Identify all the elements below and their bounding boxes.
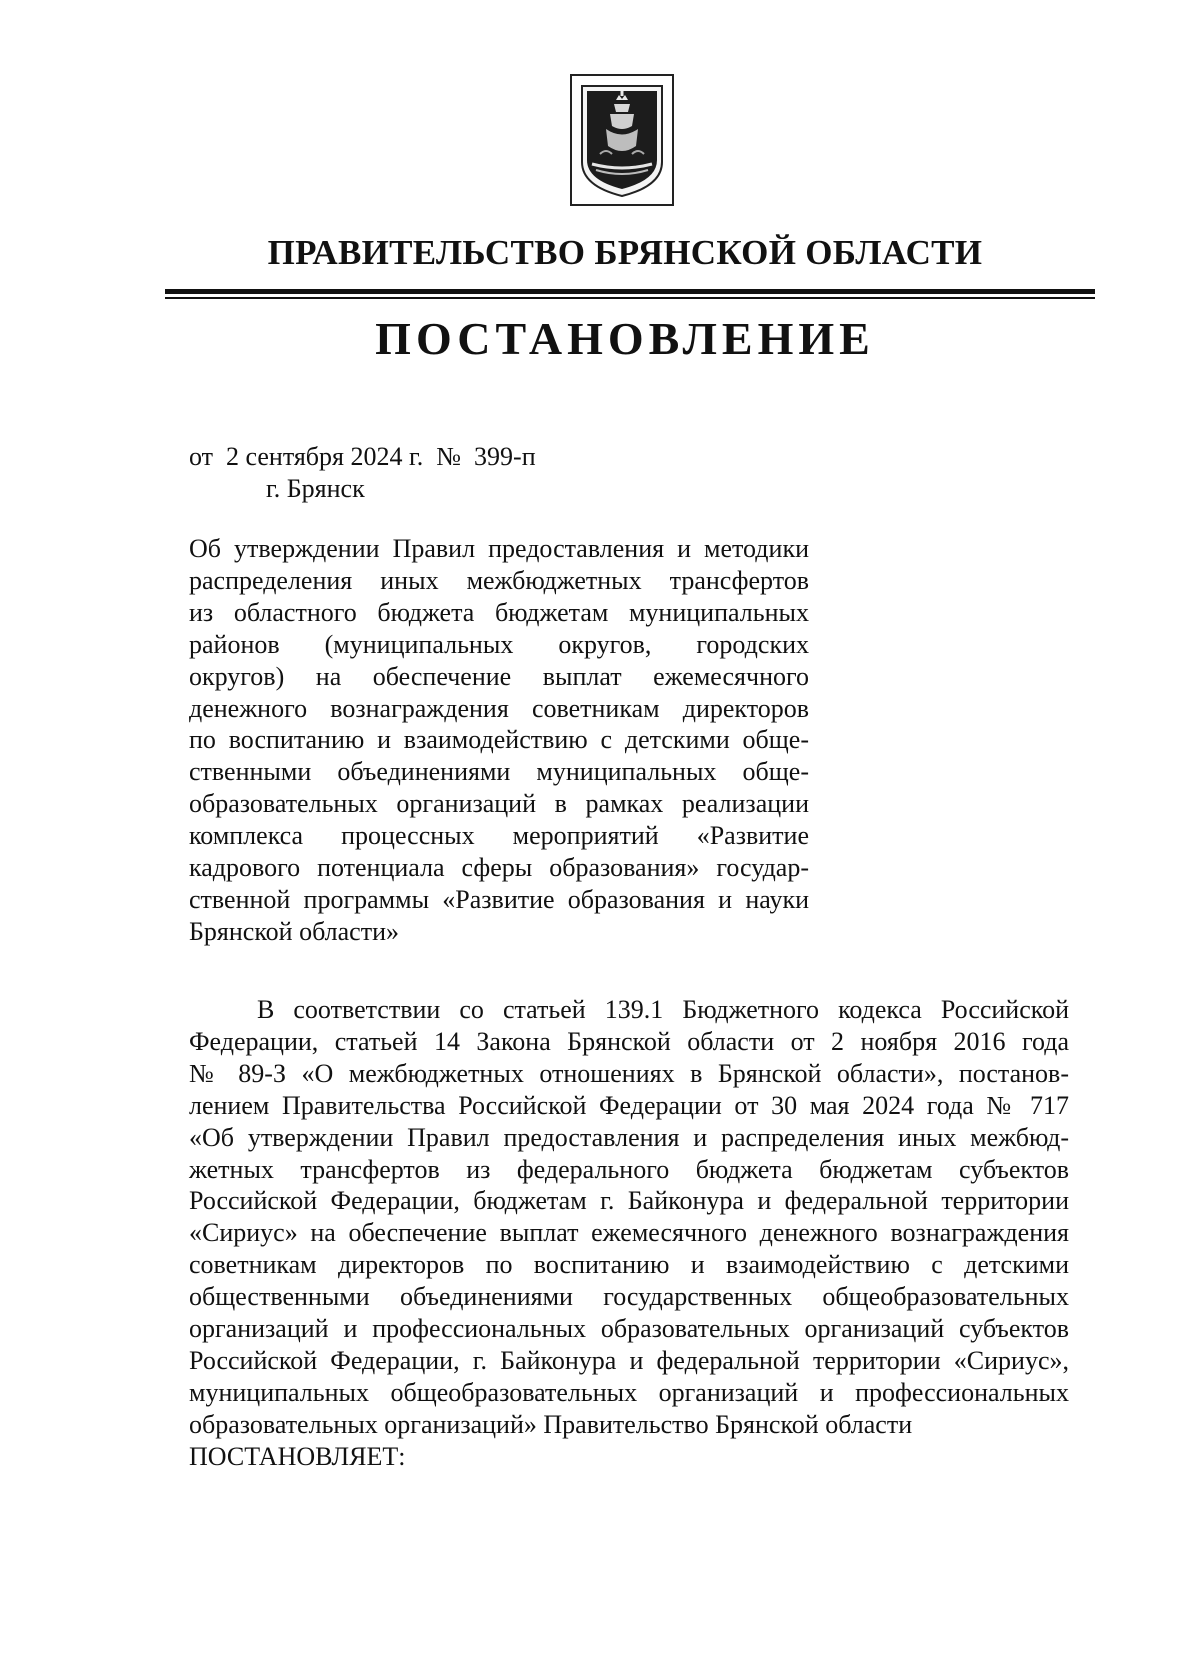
document-body xyxy=(189,994,1069,1473)
body-line: Российской Федерации, бюджетам г. Байконура и федеральной территории xyxy=(189,1186,1069,1216)
header-rule-thick xyxy=(165,289,1095,294)
body-line: организаций и профессиональных образовательных организаций субъектов xyxy=(189,1314,1069,1344)
body-line: № 89-З «О межбюджетных отношениях в Брянской области», постанов- xyxy=(189,1058,1069,1088)
body-line: муниципальных общеобразовательных организаций и профессиональных xyxy=(189,1377,1069,1407)
subject-line: районов (муниципальных округов, городских xyxy=(189,629,809,659)
document-city: г. Брянск xyxy=(266,474,365,503)
subject-line: ственными объединениями муниципальных обще- xyxy=(189,757,809,787)
subject-line: образовательных организаций в рамках реализации xyxy=(189,789,809,819)
subject-line: из областного бюджета бюджетам муниципальных xyxy=(189,597,809,627)
subject-line: по воспитанию и взаимодействию с детскими обще- xyxy=(189,725,809,755)
organization-title: ПРАВИТЕЛЬСТВО БРЯНСКОЙ ОБЛАСТИ xyxy=(267,233,983,272)
subject-line: Брянской области» xyxy=(189,916,399,946)
resolution-word: ПОСТАНОВЛЯЕТ: xyxy=(189,1441,406,1471)
document-type-title: ПОСТАНОВЛЕНИЕ xyxy=(375,313,875,364)
body-line: лением Правительства Российской Федерации от 30 мая 2024 года № 717 xyxy=(189,1090,1069,1120)
body-line: «Сириус» на обеспечение выплат ежемесячного денежного вознаграждения xyxy=(189,1218,1069,1248)
subject-line: Об утверждении Правил предоставления и методики xyxy=(189,534,809,563)
body-line: Федерации, статьей 14 Закона Брянской области от 2 ноября 2016 года xyxy=(189,1026,1069,1056)
body-line: образовательных организаций» Правительство Брянской области xyxy=(189,1409,913,1439)
coat-of-arms-icon xyxy=(570,74,674,206)
subject-line: округов) на обеспечение выплат ежемесячного xyxy=(189,661,809,691)
document-subject xyxy=(189,533,809,948)
body-line: Российской Федерации, г. Байконура и федеральной территории «Сириус», xyxy=(189,1345,1069,1375)
body-line: советникам директоров по воспитанию и взаимодействию с детскими xyxy=(189,1250,1069,1280)
document-date-number: от 2 сентября 2024 г. № 399-п xyxy=(189,442,536,471)
subject-line: ственной программы «Развитие образования и науки xyxy=(189,884,809,914)
subject-line: кадрового потенциала сферы образования» государ- xyxy=(189,853,809,883)
body-line: «Об утверждении Правил предоставления и распределения иных межбюд- xyxy=(189,1122,1069,1152)
body-line: общественными объединениями государственных общеобразовательных xyxy=(189,1282,1069,1312)
body-line: жетных трансфертов из федерального бюджета бюджетам субъектов xyxy=(189,1154,1069,1184)
subject-line: комплекса процессных мероприятий «Развитие xyxy=(189,821,809,851)
subject-line: денежного вознаграждения советникам директоров xyxy=(189,693,809,723)
subject-line: распределения иных межбюджетных трансфертов xyxy=(189,565,809,595)
body-line: В соответствии со статьей 139.1 Бюджетного кодекса Российской xyxy=(257,995,1069,1024)
header-rule-thin xyxy=(165,297,1095,299)
